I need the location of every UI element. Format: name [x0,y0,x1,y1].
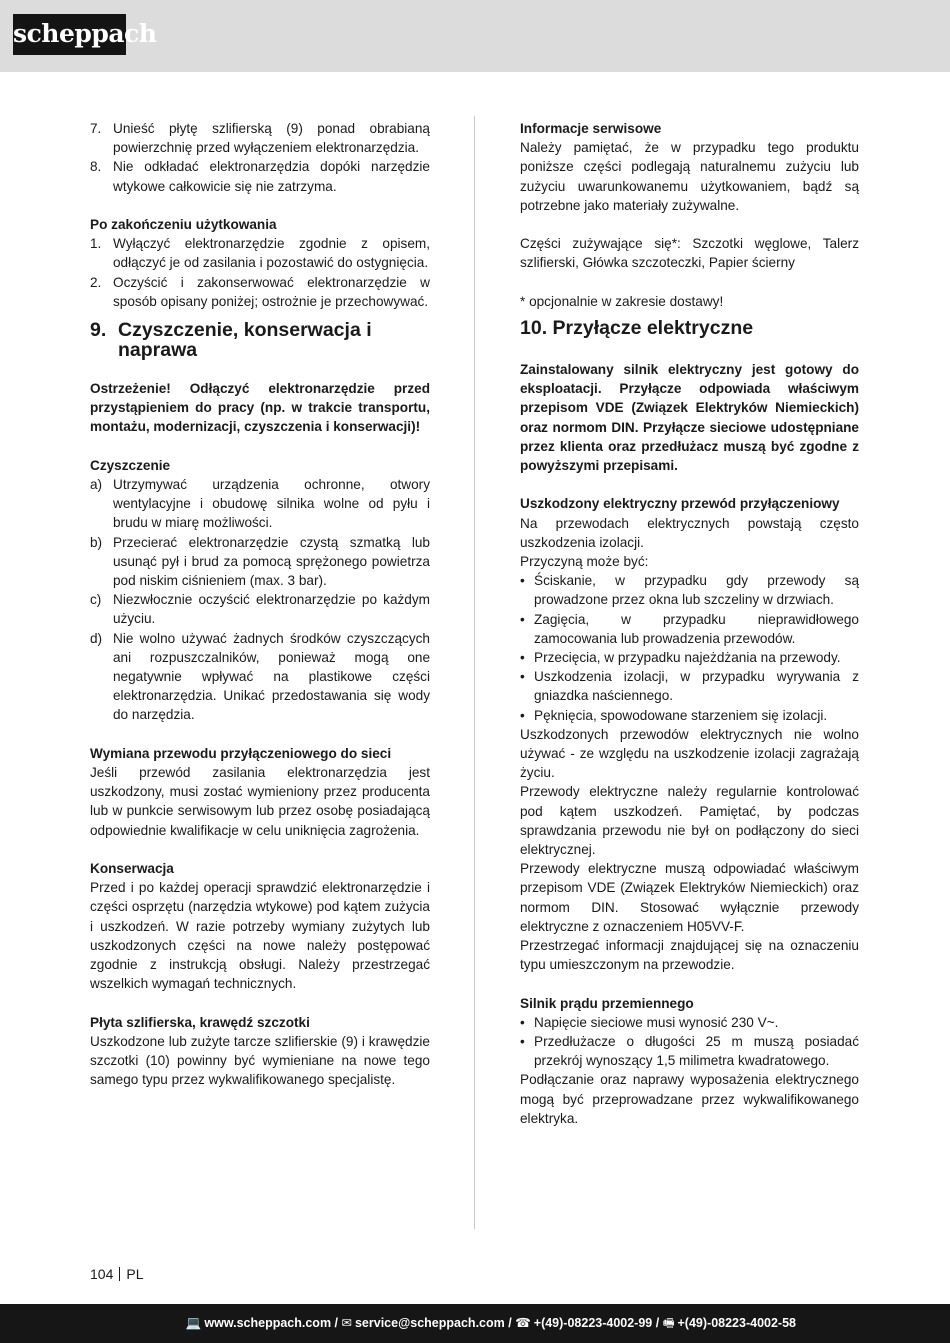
service-heading: Informacje serwisowe [520,121,662,136]
fax-number: +(49)-08223-4002-58 [677,1316,796,1330]
list-item [90,590,430,628]
section-number: 10. [520,317,548,339]
damaged-cable-heading: Uszkodzony elektryczny przewód przyłączeniowy [520,496,840,512]
list-number: 7. [90,121,102,136]
computer-icon: 💻 [185,1316,202,1330]
list-text: Wyłączyć elektronarzędzie zgodnie z opisem, odłączyć je od zasilania i pozostawić do ostygnięcia. [113,236,430,271]
page-number-value: 104 [90,1266,114,1282]
list-item [90,119,430,157]
plate-text: Uszkodzone lub zużyte tarcze szlifierskie (9) i krawędzie szczotki (10) powinny być wymieniane na nowe tego samego typu przez wykwalifikowanego specjalistę. [90,1033,430,1088]
connection-intro: Zainstalowany silnik elektryczny jest gotowy do eksploatacji. Przyłącze odpowiada właściwym przepisom VDE (Związek Elektryków Niemieckich) oraz normom DIN. Przyłącze sieciowe udostępniane przez klienta oraz przedłużacz muszą być zgodne z powyższymi przepisami. [520,362,859,474]
list-text: Unieść płytę szlifierską (9) ponad obrabianą powierzchnię przed wyłączeniem elektronarzędzia. [113,121,430,156]
list-text: Przecięcia, w przypadku najeżdżania na przewody. [534,650,841,666]
list-item [520,1032,859,1070]
language-code: PL [126,1266,144,1282]
bullet: • [520,1014,525,1030]
list-item [90,533,430,591]
bullet: • [520,650,525,666]
cable-replacement-heading: Wymiana przewodu przyłączeniowego do sieci [90,745,392,761]
list-text: Zagięcia, w przypadku nieprawidłowego zamocowania lub prowadzenia przewodów. [534,611,859,646]
service-text: Należy pamiętać, że w przypadku tego produktu poniższe części podlegają naturalnemu zużyciu lub zużyciu uwarunkowanemu użytkowaniem, bądź są potrzebne jako materiały zużywalne. [520,140,859,213]
list-item [520,571,859,609]
list-letter: a) [90,477,103,493]
page-header [0,0,950,72]
list-text: Uszkodzenia izolacji, w przypadku wyrywania z gniazdka naściennego. [534,669,859,704]
list-text: Nie wolno używać żadnych środków czyszczących ani rozpuszczalników, ponieważ mogą one negatywnie wpływać na plastikowe części elektronarzędzia. Unikać przedostawania się wody do narzędzia. [113,630,430,723]
page-number [90,1265,143,1283]
list-number: 1. [90,236,102,252]
list-letter: c) [90,592,102,608]
bullet: • [520,611,525,627]
bullet: • [520,707,525,723]
column-divider [474,116,475,1229]
plate-heading: Płyta szlifierska, krawędź szczotki [90,1014,310,1030]
list-number: 2. [90,274,102,290]
phone-icon: ☎ [515,1316,531,1330]
warning-text: Ostrzeżenie! Odłączyć elektronarzędzie przed przystąpieniem do pracy (np. w trakcie transportu, montażu, modernizacji, czyszczenia i konserwacji)! [90,381,430,435]
damaged-cable-text: Przewody elektryczne muszą odpowiadać właściwym przepisom VDE (Związek Elektryków Niemieckich) oraz normom DIN. Stosować wyłącznie przewody elektryczne z oznaczeniem H05VV-F. [520,861,859,934]
scheppach-logo: scheppach [13,14,126,55]
list-text: Nie odkładać elektronarzędzia dopóki narzędzie wtykowe całkowicie się nie zatrzyma. [113,159,430,194]
website-link[interactable]: www.scheppach.com / [204,1316,339,1330]
damaged-cable-text: Przestrzegać informacji znajdującej się na oznaczeniu typu umieszczonym na przewodzie. [520,938,859,973]
mail-icon: ✉ [341,1316,352,1330]
list-text: Utrzymywać urządzenia ochronne, otwory wentylacyjne i obudowę silnika wolne od pyłu i brudu w miarę możliwości. [113,477,430,531]
wear-parts-text: Części zużywające się*: Szczotki węglowe, Talerz szlifierski, Główka szczoteczki, Papier ścierny [520,236,859,271]
list-text: Pęknięcia, spowodowane starzeniem się izolacji. [534,707,828,723]
bullet: • [520,669,525,685]
ac-motor-heading: Silnik prądu przemiennego [520,995,694,1011]
contact-footer [0,1304,950,1343]
after-use-heading: Po zakończeniu użytkowania [90,217,277,232]
damaged-cable-text: Uszkodzonych przewodów elektrycznych nie wolno używać - ze względu na uszkodzenie izolacji zagrażają życiu. [520,726,859,781]
list-text: Niezwłocznie oczyścić elektronarzędzie po każdym użyciu. [113,592,430,627]
damaged-cable-text: Przewody elektryczne należy regularnie kontrolować pod kątem uszkodzeń. Pamiętać, by podczas sprawdzania przewodu nie był on podłączony do sieci elektrycznej. [520,784,859,858]
list-item [90,629,430,725]
section-title: Przyłącze elektryczne [552,317,754,339]
list-letter: b) [90,534,103,550]
list-item [520,1013,859,1032]
left-column [90,119,430,1089]
damaged-cable-text: Na przewodach elektrycznych powstają często uszkodzenia izolacji. [520,515,859,550]
section-9-heading [90,320,430,360]
list-text: Przedłużacze o długości 25 m muszą posiadać przekrój wynoszący 1,5 milimetra kwadratowego. [534,1034,859,1069]
section-title: Czyszczenie, konserwacja i naprawa [118,319,372,362]
optional-note: * opcjonalnie w zakresie dostawy! [520,293,724,309]
phone-number[interactable]: +(49)-08223-4002-99 / [533,1316,660,1330]
fax-icon: 🖷 [662,1316,675,1330]
cleaning-heading: Czyszczenie [90,457,171,473]
list-number: 8. [90,159,102,175]
list-item [520,648,859,667]
list-text: Ściskanie, w przypadku gdy przewody są prowadzone przez okna lub szczeliny w drzwiach. [534,573,859,608]
bullet: • [520,1034,525,1050]
list-text: Oczyścić i zakonserwować elektronarzędzie w sposób opisany poniżej; ostrożnie je przechowywać. [113,274,430,309]
damaged-cable-causes-intro: Przyczyną może być: [520,554,649,570]
list-item [520,610,859,648]
list-item [90,475,430,533]
cable-replacement-text: Jeśli przewód zasilania elektronarzędzia jest uszkodzony, musi zostać wymieniony przez producenta lub w punkcie serwisowym lub przez osobę posiadającą odpowiednie kwalifikacje w celu uniknięcia zagrożenia. [90,765,430,838]
section-10-heading [520,317,859,339]
section-number: 9. [90,319,107,342]
page-separator [119,1267,120,1281]
list-item [520,667,859,705]
list-item [90,157,430,195]
list-item [90,234,430,272]
email-link[interactable]: service@scheppach.com / [354,1316,512,1330]
bullet: • [520,573,525,589]
maintenance-heading: Konserwacja [90,861,174,877]
list-text: Napięcie sieciowe musi wynosić 230 V~. [534,1014,779,1030]
list-text: Przecierać elektronarzędzie czystą szmatką lub usunąć pył i brud za pomocą sprężonego powietrza pod niskim ciśnieniem (max. 3 bar). [113,534,430,589]
ac-motor-text: Podłączanie oraz naprawy wyposażenia elektrycznego mogą być przeprowadzane przez wykwalifikowanego elektryka. [520,1072,859,1126]
list-item [520,706,859,725]
list-letter: d) [90,630,103,646]
list-item [90,273,430,311]
maintenance-text: Przed i po każdej operacji sprawdzić elektronarzędzie i części osprzętu (narzędzia wtykowe) pod kątem zużycia i uszkodzeń. W razie potrzeby wymiany zużytych lub uszkodzonych części na nowe należy postępować zgodnie z instrukcją obsługi. Należy przestrzegać wszelkich wymagań technicznych. [90,880,430,992]
right-column [520,119,859,1128]
